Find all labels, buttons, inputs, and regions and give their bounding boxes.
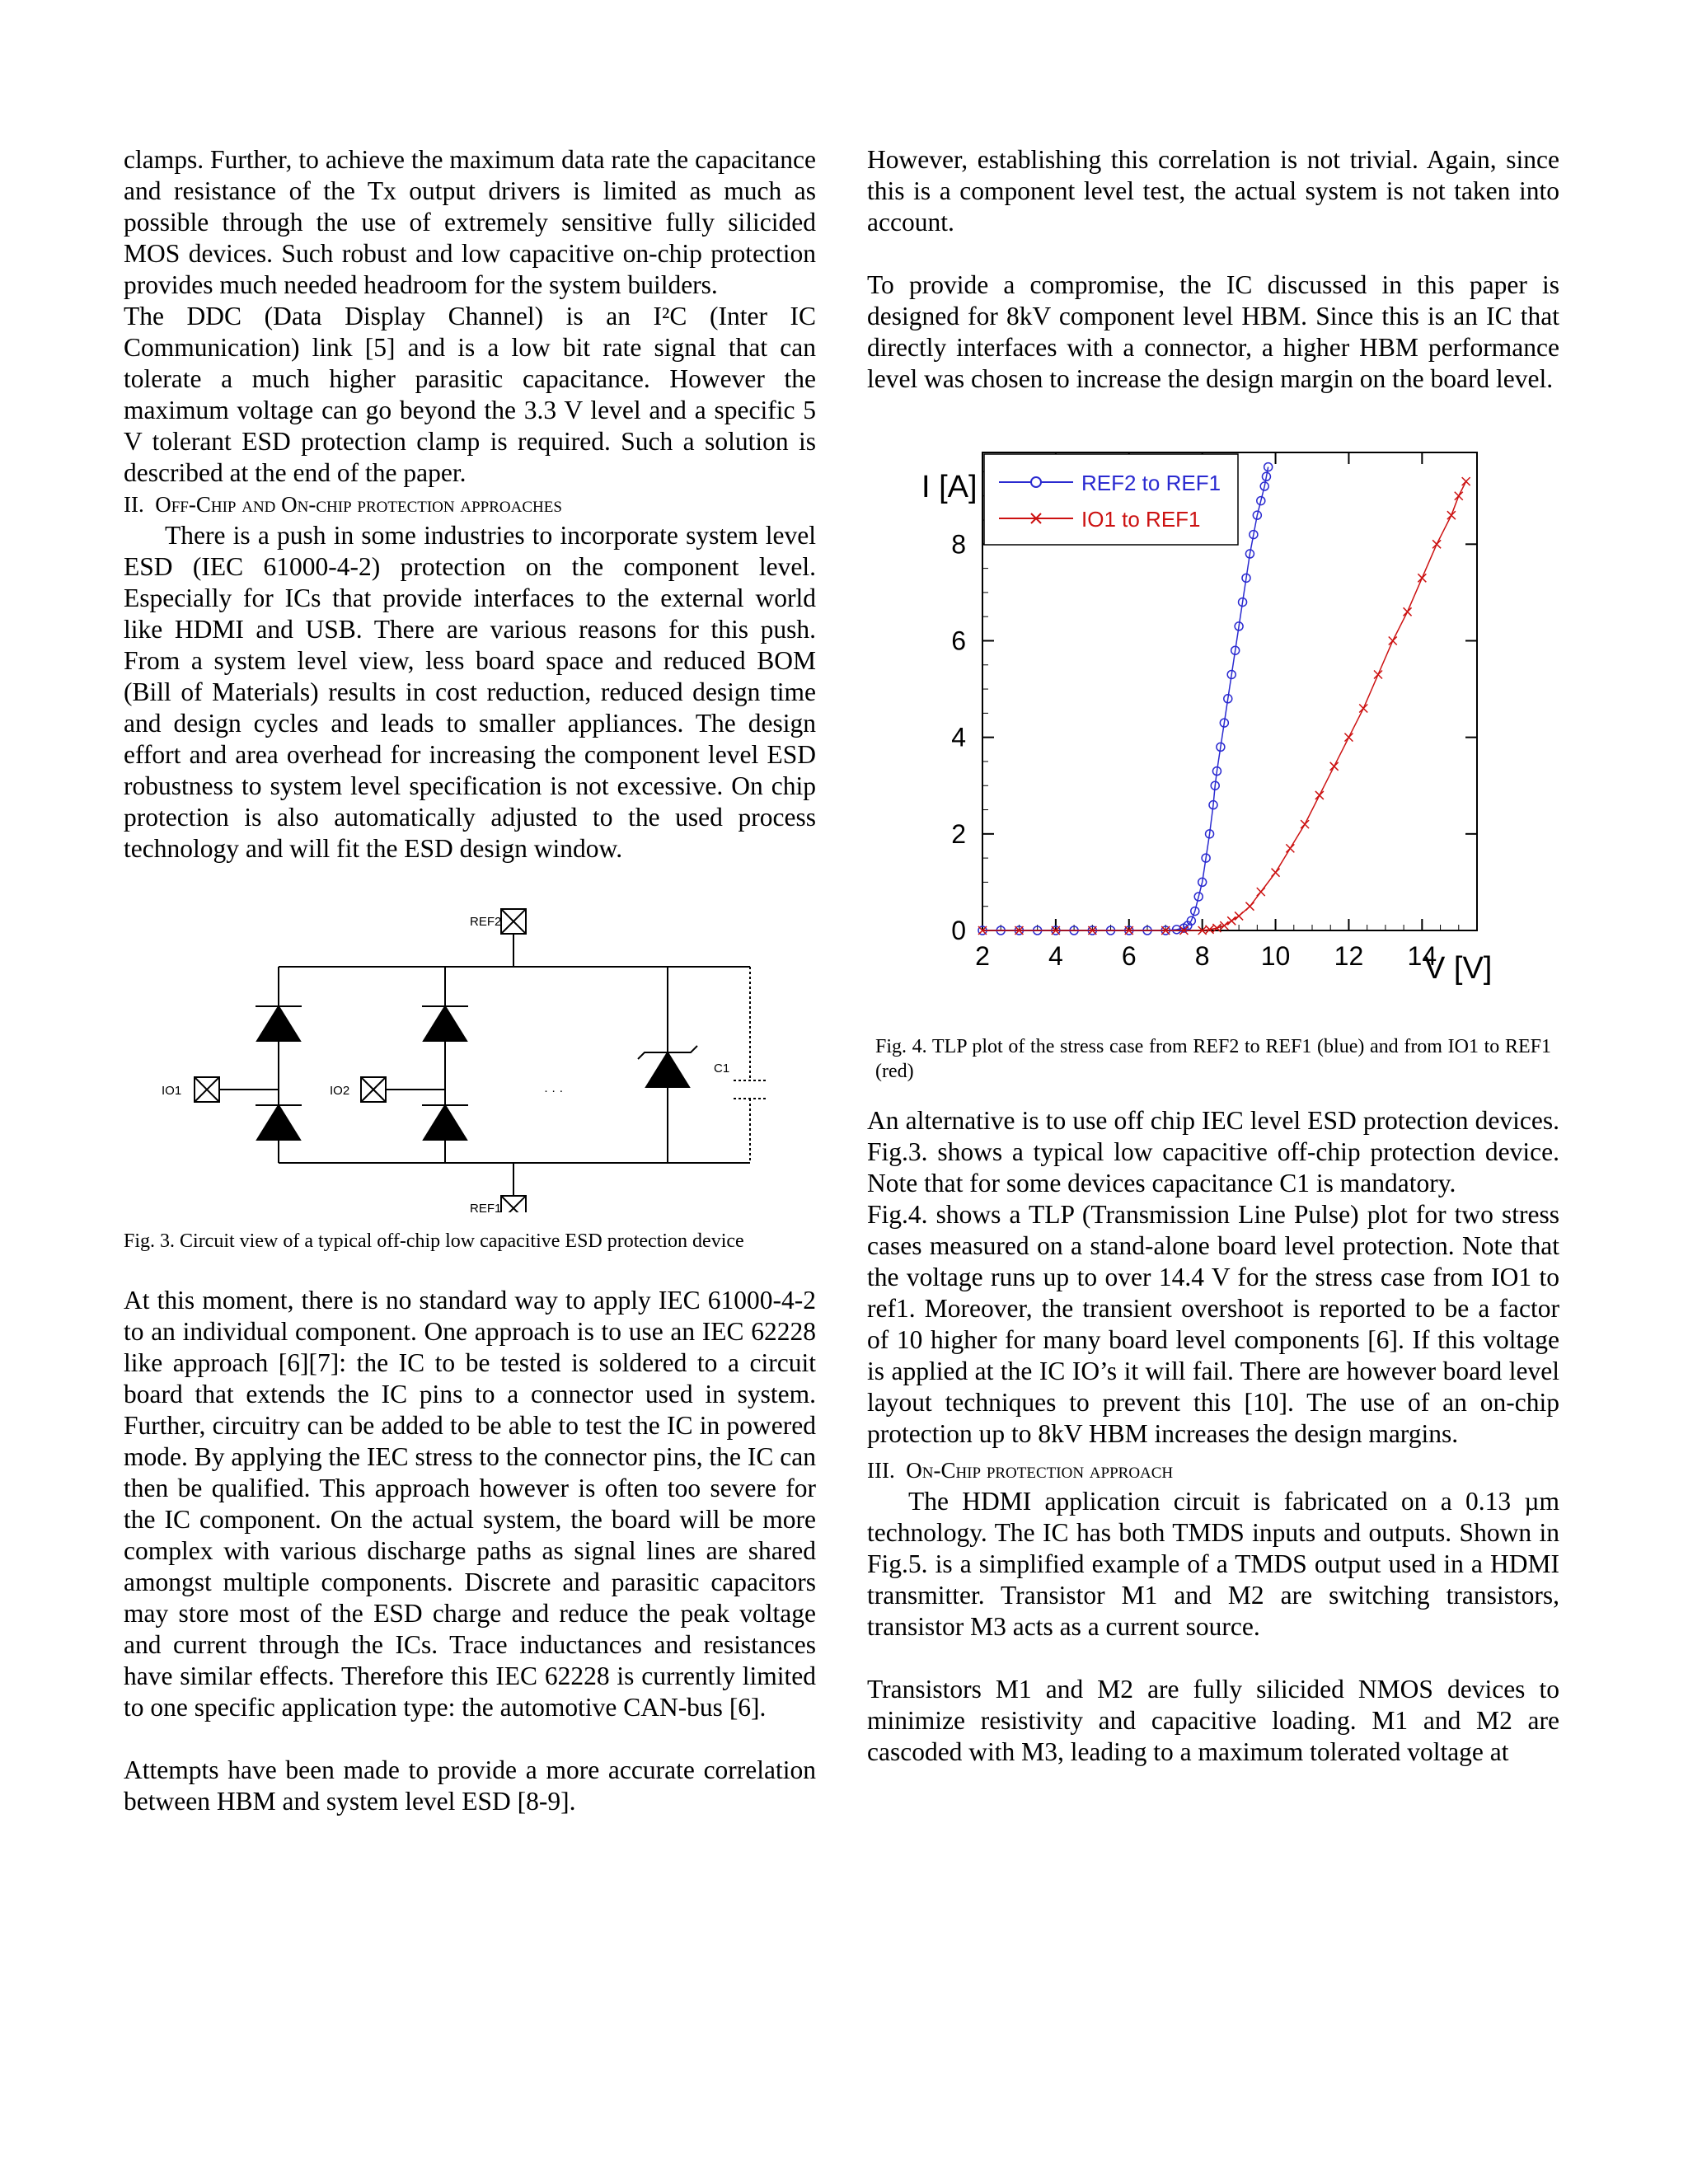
x-tick-label: 8 xyxy=(1194,941,1210,971)
legend-marker-circle xyxy=(1031,477,1041,487)
circuit-diagram xyxy=(124,883,816,1212)
zener-diode xyxy=(646,1052,689,1087)
y-tick-label: 4 xyxy=(951,722,966,752)
y-tick-label: 0 xyxy=(951,916,966,945)
figure-4-tlp-plot xyxy=(867,428,1559,1038)
left-paragraph-1: clamps. Further, to achieve the maximum data rate the capacitance and resistance of the Tx output drivers is limited as much as possible through the use of extremely sensitive fully silicided MOS devices. Such robust and low capacitive on-chip protection provides much needed headroom for the system builders. xyxy=(124,145,816,299)
section-2-title: Off-Chip and On-chip protection approaches xyxy=(155,492,562,517)
data-point-x xyxy=(1301,820,1309,828)
data-point-x xyxy=(1235,912,1243,920)
data-point-x xyxy=(1432,540,1441,548)
data-point-x xyxy=(1455,492,1463,500)
section-3-number: III. xyxy=(867,1458,895,1483)
right-paragraph-4: Fig.4. shows a TLP (Transmission Line Pulse) plot for two stress cases measured on a stand-alone board level protection. Note that the voltage runs up to over 14.4 V for the stress case from IO1 to ref1. Moreover, the transient overshoot is reported to be a factor of 10 higher for many board level components [6]. If this voltage is applied at the IC IO’s it will fail. There are however board level layout techniques to prevent this [10]. The use of an on-chip protection up to 8kV HBM increases the design margins. xyxy=(867,1200,1559,1448)
ref1-pad xyxy=(501,1196,526,1212)
y-tick-label: 6 xyxy=(951,626,966,656)
data-point-x xyxy=(1359,705,1367,713)
ref2-label: REF2 xyxy=(470,915,502,929)
section-2-heading xyxy=(124,489,816,520)
x-tick-label: 6 xyxy=(1121,941,1137,971)
io2-label: IO2 xyxy=(330,1084,350,1098)
diode-upper-2 xyxy=(424,1006,467,1041)
legend-label: IO1 to REF1 xyxy=(1081,507,1201,532)
left-paragraph-5: Attempts have been made to provide a more accurate correlation between HBM and system level ESD [8-9]. xyxy=(124,1755,816,1816)
data-point-x xyxy=(1389,636,1397,644)
data-point-x xyxy=(1286,844,1294,852)
c1-label: C1 xyxy=(714,1062,730,1076)
section-2-number: II. xyxy=(124,492,144,517)
ellipsis-label: · · · xyxy=(544,1084,564,1098)
right-paragraph-6: Transistors M1 and M2 are fully silicided NMOS devices to minimize resistivity and capacitive loading. M1 and M2 are cascoded with M3, leading to a maximum tolerated voltage at xyxy=(867,1675,1559,1766)
figure-4-caption: Fig. 4. TLP plot of the stress case from REF2 to REF1 (blue) and from IO1 to REF1 (red) xyxy=(875,1036,1551,1082)
data-point-x xyxy=(1227,916,1236,925)
data-point-x xyxy=(1404,607,1412,616)
data-point-x xyxy=(1272,869,1280,877)
left-paragraph-4: At this moment, there is no standard way to apply IEC 61000-4-2 to an individual component. One approach is to use an IEC 62228 like approach [6][7]: the IC to be tested is soldered to a circuit board that extends the IC pins to a connector used in system. Further, circuitry can be added to be able to test the IC in powered mode. By applying the IEC stress to the connector pins, the IC can then be qualified. This approach however is often too severe for the IC component. On the actual system, the board will be more complex with various discharge paths as signal lines are shared amongst multiple components. Discrete and parasitic capacitors may store most of the ESD charge and reduce the peak voltage and current through the ICs. Trace inductances and resistances have similar effects. Therefore this IEC 62228 is currently limited to one specific application type: the automotive CAN-bus [6]. xyxy=(124,1286,816,1722)
ref1-label: REF1 xyxy=(470,1202,502,1212)
right-paragraph-1: However, establishing this correlation is not trivial. Again, since this is a component level test, the actual system is not taken into account. xyxy=(867,145,1559,237)
x-tick-label: 10 xyxy=(1260,941,1291,971)
io1-label: IO1 xyxy=(162,1084,182,1098)
data-point-x xyxy=(1447,511,1456,519)
y-axis-label: I [A] xyxy=(921,470,978,504)
data-point-x xyxy=(1315,791,1324,799)
y-tick-label: 8 xyxy=(951,529,966,560)
left-paragraph-2: The DDC (Data Display Channel) is an I²C (Inter IC Communication) link [5] and is a low bit rate signal that can tolerate a much higher parasitic capacitance. However the maximum voltage can go beyond the 3.3 V level and a specific 5 V tolerant ESD protection clamp is required. Such a solution is described at the end of the paper. xyxy=(124,302,816,487)
data-point-x xyxy=(1220,921,1228,930)
data-point-x xyxy=(1374,670,1382,678)
figure-3-caption: Fig. 3. Circuit view of a typical off-chip low capacitive ESD protection device xyxy=(124,1230,744,1252)
y-tick-label: 2 xyxy=(951,818,966,849)
diode-lower-1 xyxy=(257,1105,300,1140)
x-tick-label: 2 xyxy=(975,941,990,971)
section-3-title: On-Chip protection approach xyxy=(906,1458,1174,1483)
x-axis-label: V [V] xyxy=(1424,951,1493,986)
diode-upper-1 xyxy=(257,1006,300,1041)
right-column xyxy=(867,144,1559,1768)
x-tick-label: 14 xyxy=(1407,941,1437,971)
right-paragraph-2: To provide a compromise, the IC discussed in this paper is designed for 8kV component level HBM. Since this is an IC that directly interfaces with a connector, a higher HBM performance level was chosen to increase the design margin on the board level. xyxy=(867,270,1559,393)
right-paragraph-3: An alternative is to use off chip IEC level ESD protection devices. Fig.3. shows a typical low capacitive off-chip protection device. Note that for some devices capacitance C1 is mandatory. xyxy=(867,1106,1559,1197)
diode-lower-2 xyxy=(424,1105,467,1140)
data-point-x xyxy=(1418,574,1426,582)
data-point-x xyxy=(1245,902,1254,911)
data-point-x xyxy=(1257,888,1265,896)
series-line-2 xyxy=(982,481,1466,930)
legend-label: REF2 to REF1 xyxy=(1081,471,1221,495)
figure-3-circuit xyxy=(124,883,816,1229)
x-tick-label: 4 xyxy=(1048,941,1063,971)
left-paragraph-3: There is a push in some industries to incorporate system level ESD (IEC 61000-4-2) protection on the component level. Especially for ICs that provide interfaces to the external world like HDMI and USB. There are various reasons for this push. From a system level view, less board space and reduced BOM (Bill of Materials) results in cost reduction, reduced design time and design cycles and leads to smaller appliances. The design effort and area overhead for increasing the component level ESD robustness to system level specification is not excessive. On chip protection is also automatically adjusted to the used process technology and will fit the ESD design window. xyxy=(124,521,816,863)
section-3-heading xyxy=(867,1455,1559,1486)
tlp-chart xyxy=(867,428,1559,1005)
data-point-x xyxy=(1344,733,1353,742)
left-column xyxy=(124,144,816,1817)
right-paragraph-5: The HDMI application circuit is fabricated on a 0.13 µm technology. The IC has both TMDS inputs and outputs. Shown in Fig.5. is a simplified example of a TMDS output used in a HDMI transmitter. Transistor M1 and M2 are switching transistors, transistor M3 acts as a current source. xyxy=(867,1487,1559,1641)
x-tick-label: 12 xyxy=(1334,941,1364,971)
data-point-x xyxy=(1462,477,1470,485)
data-point-x xyxy=(1330,762,1339,771)
